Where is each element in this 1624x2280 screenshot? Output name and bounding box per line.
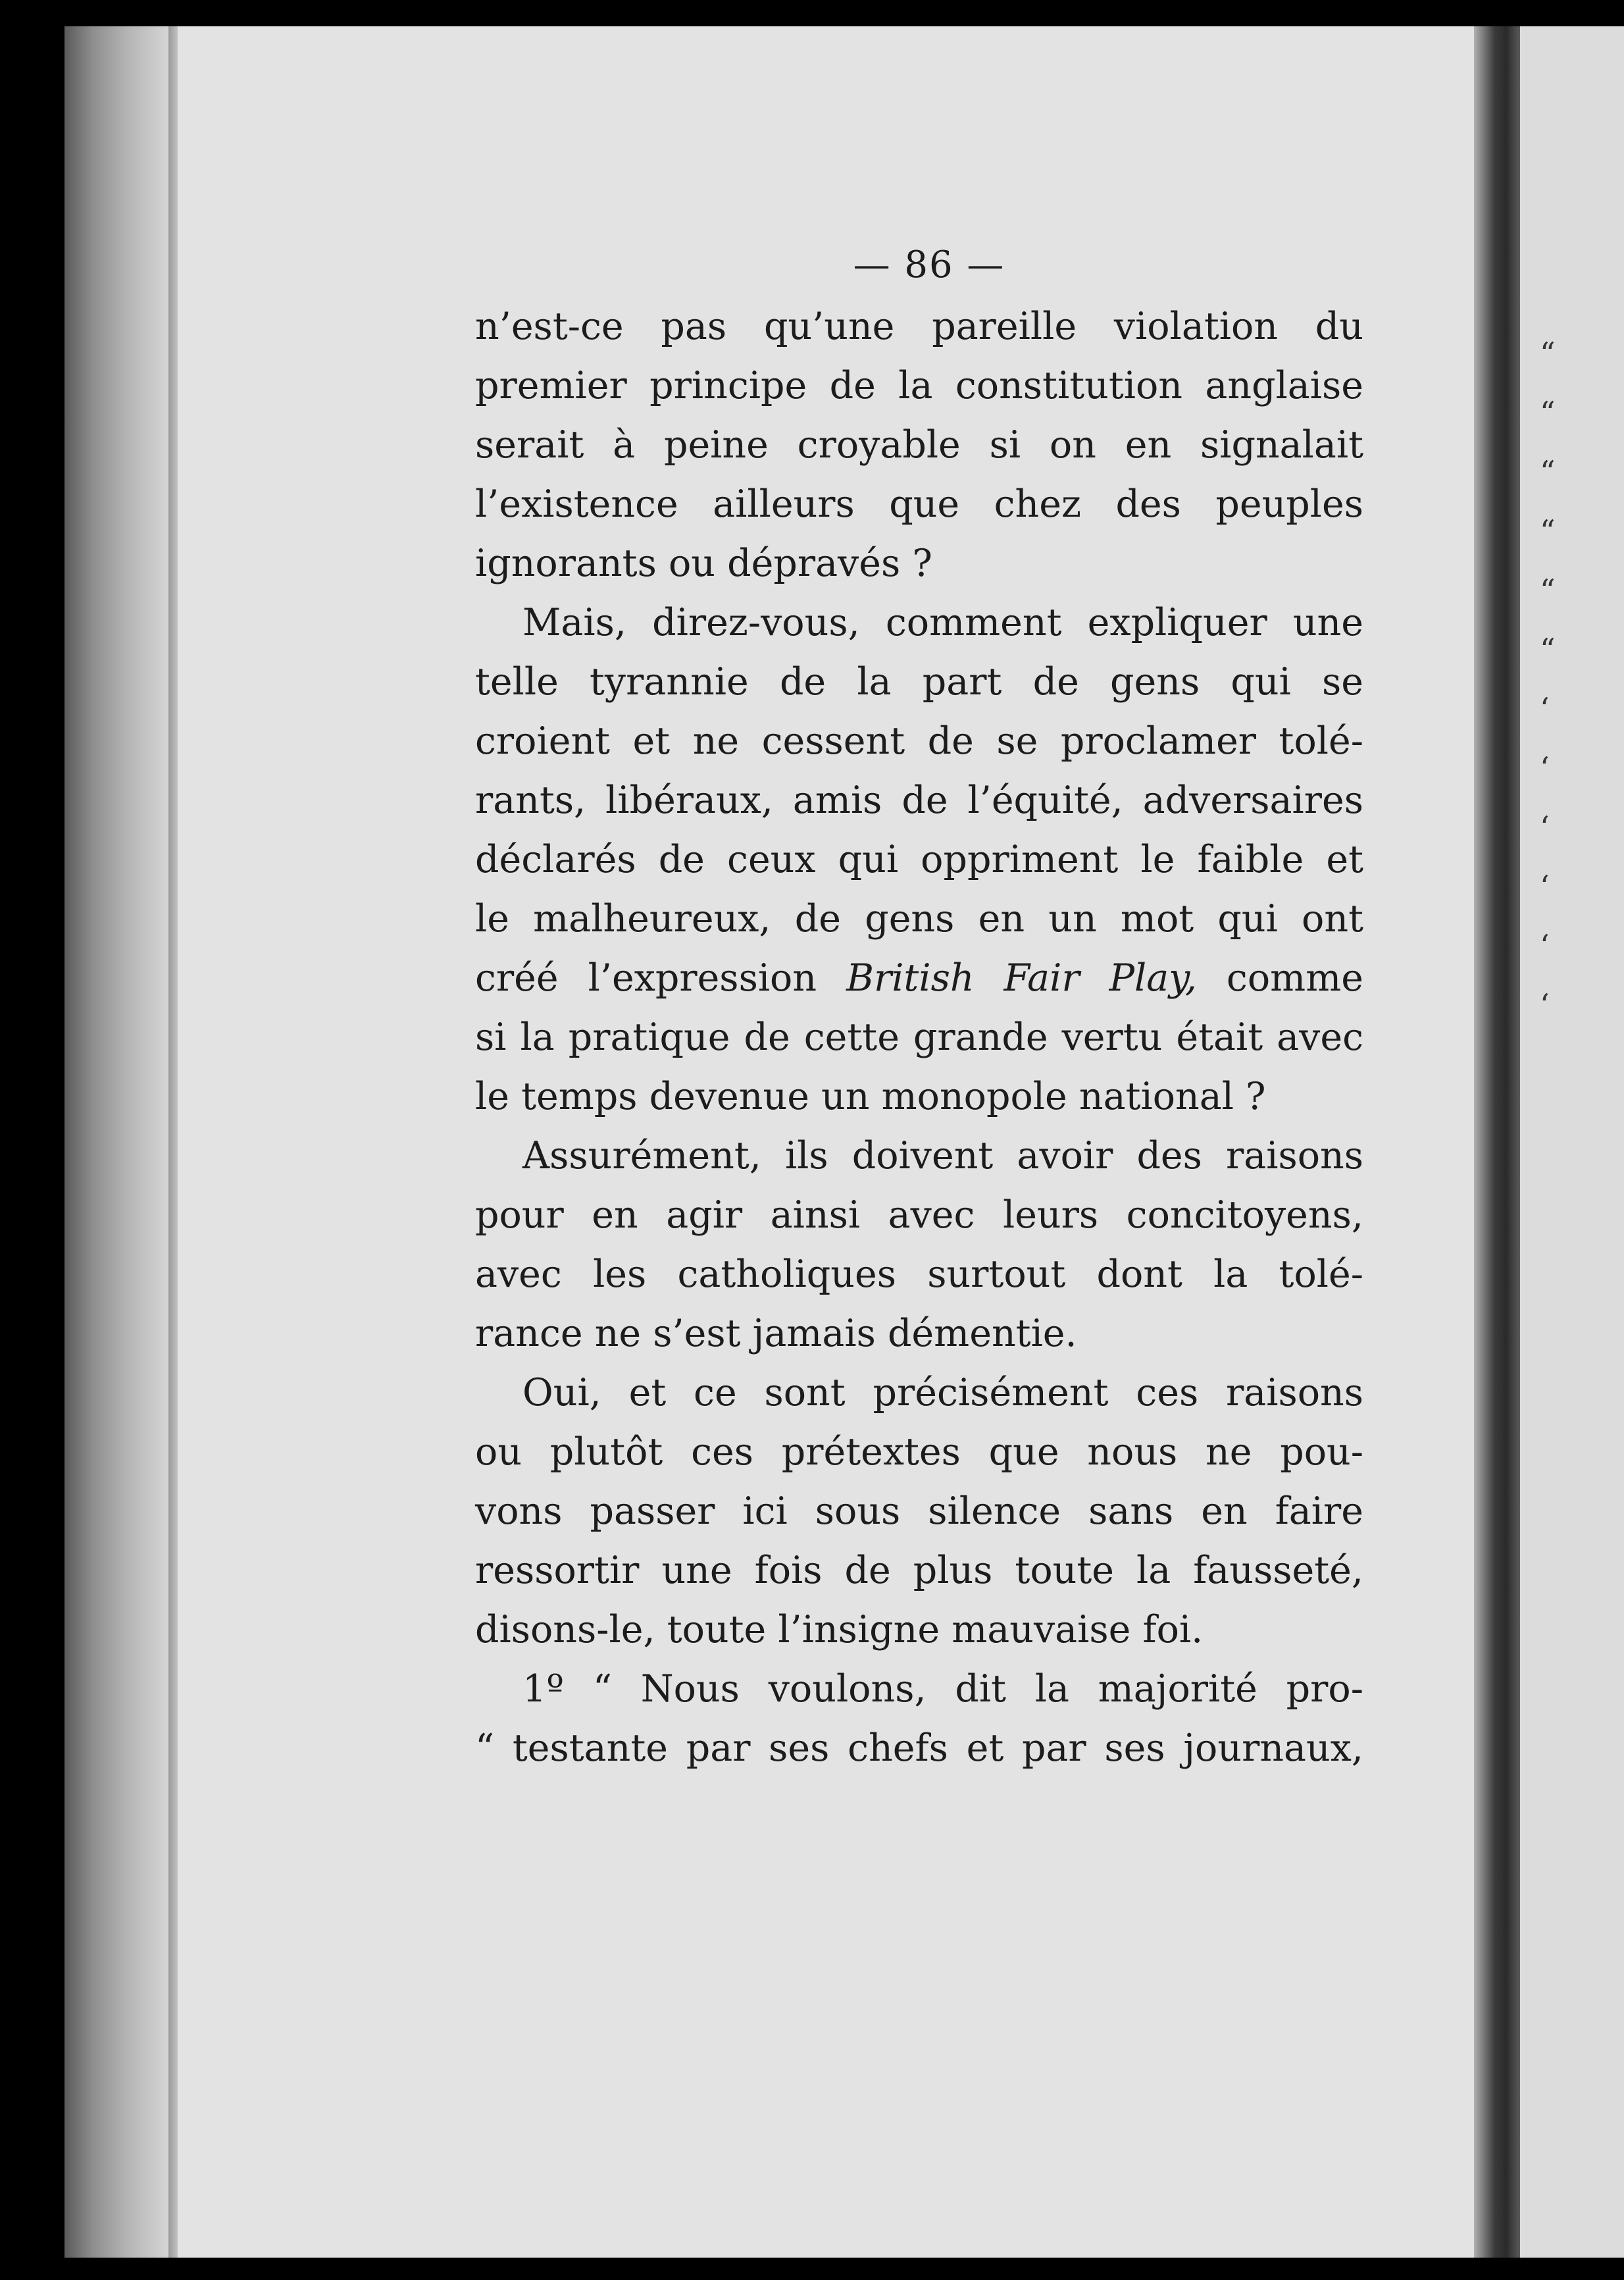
facing-page-mark: ‘ <box>1540 869 1550 904</box>
text-line: pour en agir ainsi avec leurs concitoyens, <box>475 1193 1363 1237</box>
facing-page-mark: “ <box>1540 454 1556 490</box>
facing-page-mark: “ <box>1540 632 1556 667</box>
book-spine-shadow <box>1474 26 1520 2258</box>
text-line: ressortir une fois de plus toute la fausseté, <box>475 1549 1363 1592</box>
facing-page <box>1520 26 1624 2258</box>
text-line: 1º “ Nous voulons, dit la majorité pro- <box>522 1667 1363 1711</box>
facing-page-mark: ‘ <box>1540 810 1550 845</box>
text-segment: créé l’expression <box>475 956 847 1000</box>
text-line: n’est-ce pas qu’une pareille violation du <box>475 305 1363 348</box>
facing-page-mark: ‘ <box>1540 691 1550 727</box>
text-line: rance ne s’est jamais démentie. <box>475 1312 1077 1355</box>
text-line: disons-le, toute l’insigne mauvaise foi. <box>475 1608 1204 1651</box>
facing-page-mark: “ <box>1540 336 1556 371</box>
facing-page-mark: ‘ <box>1540 928 1550 964</box>
text-line: ignorants ou dépravés ? <box>475 542 932 585</box>
text-line: premier principe de la constitution anglaise <box>475 364 1363 407</box>
facing-page-mark: “ <box>1540 395 1556 430</box>
text-line: telle tyrannie de la part de gens qui se <box>475 660 1363 704</box>
text-line: Assurément, ils doivent avoir des raisons <box>522 1134 1363 1178</box>
text-segment: comme <box>1196 956 1364 1000</box>
text-line: Mais, direz-vous, comment expliquer une <box>522 601 1363 644</box>
facing-page-mark: ‘ <box>1540 750 1550 786</box>
text-line: serait à peine croyable si on en signalait <box>475 423 1363 467</box>
text-line: le malheureux, de gens en un mot qui ont <box>475 897 1363 941</box>
page-text <box>475 244 1363 1778</box>
text-line: le temps devenue un monopole national ? <box>475 1075 1266 1118</box>
text-line: Oui, et ce sont précisément ces raisons <box>522 1371 1363 1414</box>
page-number: — 86 — <box>853 244 1005 286</box>
text-line <box>475 948 1363 1008</box>
text-line: croient et ne cessent de se proclamer tolé- <box>475 719 1363 763</box>
facing-page-mark: “ <box>1540 513 1556 549</box>
text-line: ou plutôt ces prétextes que nous ne pou- <box>475 1430 1363 1474</box>
text-line: vons passer ici sous silence sans en faire <box>475 1490 1363 1533</box>
text-line: rants, libéraux, amis de l’équité, adversaires <box>475 779 1363 822</box>
book-page-edge <box>64 26 178 2258</box>
facing-page-mark: ‘ <box>1540 987 1550 1023</box>
facing-page-mark: “ <box>1540 573 1556 608</box>
text-line: “ testante par ses chefs et par ses journaux, <box>475 1726 1363 1770</box>
text-line: l’existence ailleurs que chez des peuples <box>475 482 1363 526</box>
text-line: si la pratique de cette grande vertu était avec <box>475 1016 1363 1059</box>
italic-phrase: British Fair Play, <box>846 956 1197 1000</box>
text-line: avec les catholiques surtout dont la tolé- <box>475 1253 1363 1296</box>
text-line: déclarés de ceux qui oppriment le faible et <box>475 838 1363 881</box>
